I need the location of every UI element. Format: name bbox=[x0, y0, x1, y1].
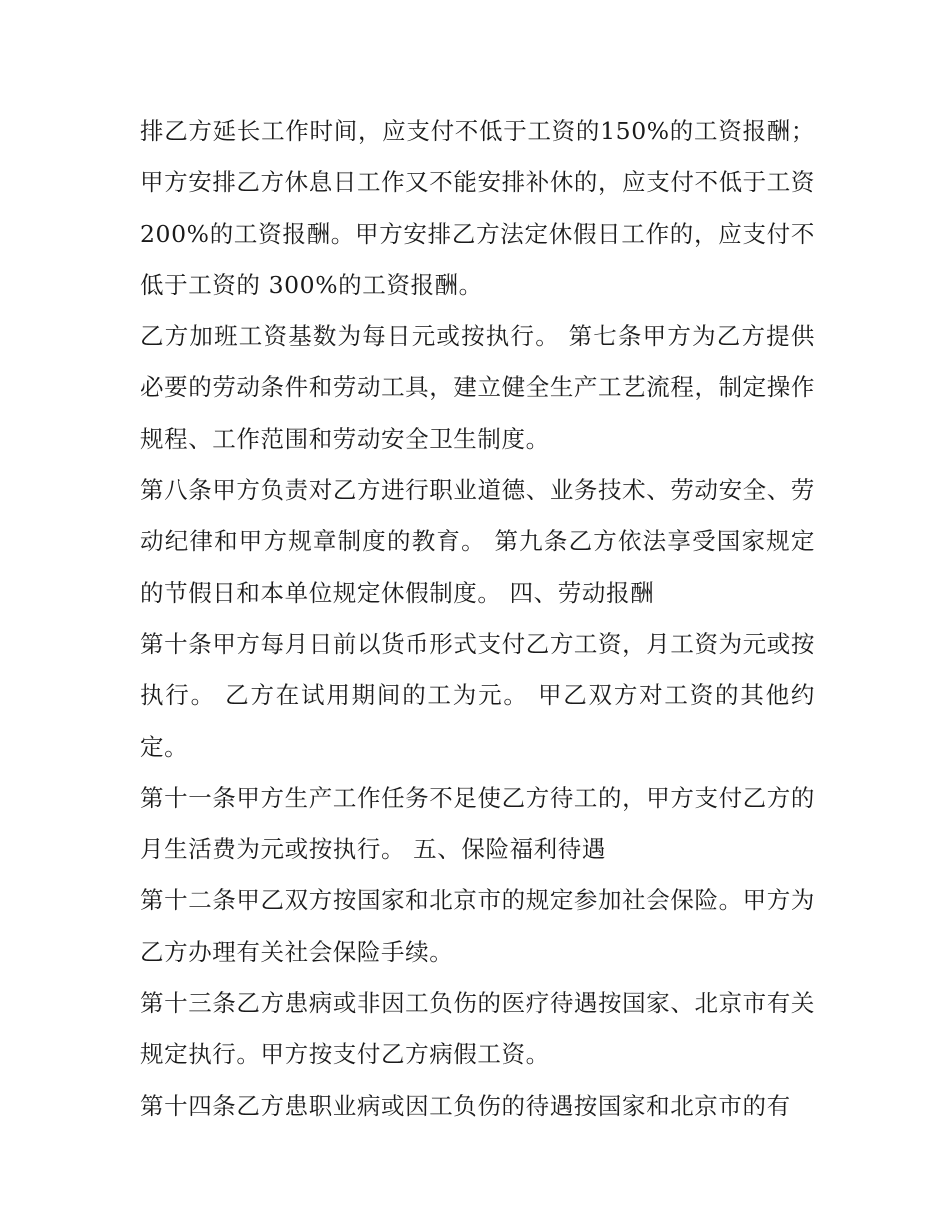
paragraph-overtime-pay: 排乙方延长工作时间，应支付不低于工资的150%的工资报酬；甲方安排乙方休息日工作又不能安排补休的，应支付不低于工资 200%的工资报酬。甲方安排乙方法定休假日工作的，应支付不低于工资的 300%的工资报酬。 bbox=[140, 117, 815, 299]
paragraph-article-12: 第十二条甲乙双方按国家和北京市的规定参加社会保险。甲方为乙方办理有关社会保险手续。 bbox=[140, 886, 815, 966]
paragraph-article-13: 第十三条乙方患病或非因工负伤的医疗待遇按国家、北京市有关规定执行。甲方按支付乙方病假工资。 bbox=[140, 989, 815, 1069]
paragraph-article-8-9: 第八条甲方负责对乙方进行职业道德、业务技术、劳动安全、劳动纪律和甲方规章制度的教育。 第九条乙方依法享受国家规定的节假日和本单位规定休假制度。 四、劳动报酬 bbox=[140, 476, 815, 607]
paragraph-article-10: 第十条甲方每月日前以货币形式支付乙方工资，月工资为元或按执行。 乙方在试用期间的工为元。 甲乙双方对工资的其他约定。 bbox=[140, 629, 815, 761]
paragraph-article-11: 第十一条甲方生产工作任务不足使乙方待工的，甲方支付乙方的月生活费为元或按执行。 五、保险福利待遇 bbox=[140, 783, 815, 864]
paragraph-article-7: 乙方加班工资基数为每日元或按执行。 第七条甲方为乙方提供必要的劳动条件和劳动工具，建立健全生产工艺流程，制定操作规程、工作范围和劳动安全卫生制度。 bbox=[140, 322, 815, 453]
document-body bbox=[140, 106, 815, 1132]
paragraph-article-14: 第十四条乙方患职业病或因工负伤的待遇按国家和北京市的有 bbox=[140, 1091, 791, 1120]
